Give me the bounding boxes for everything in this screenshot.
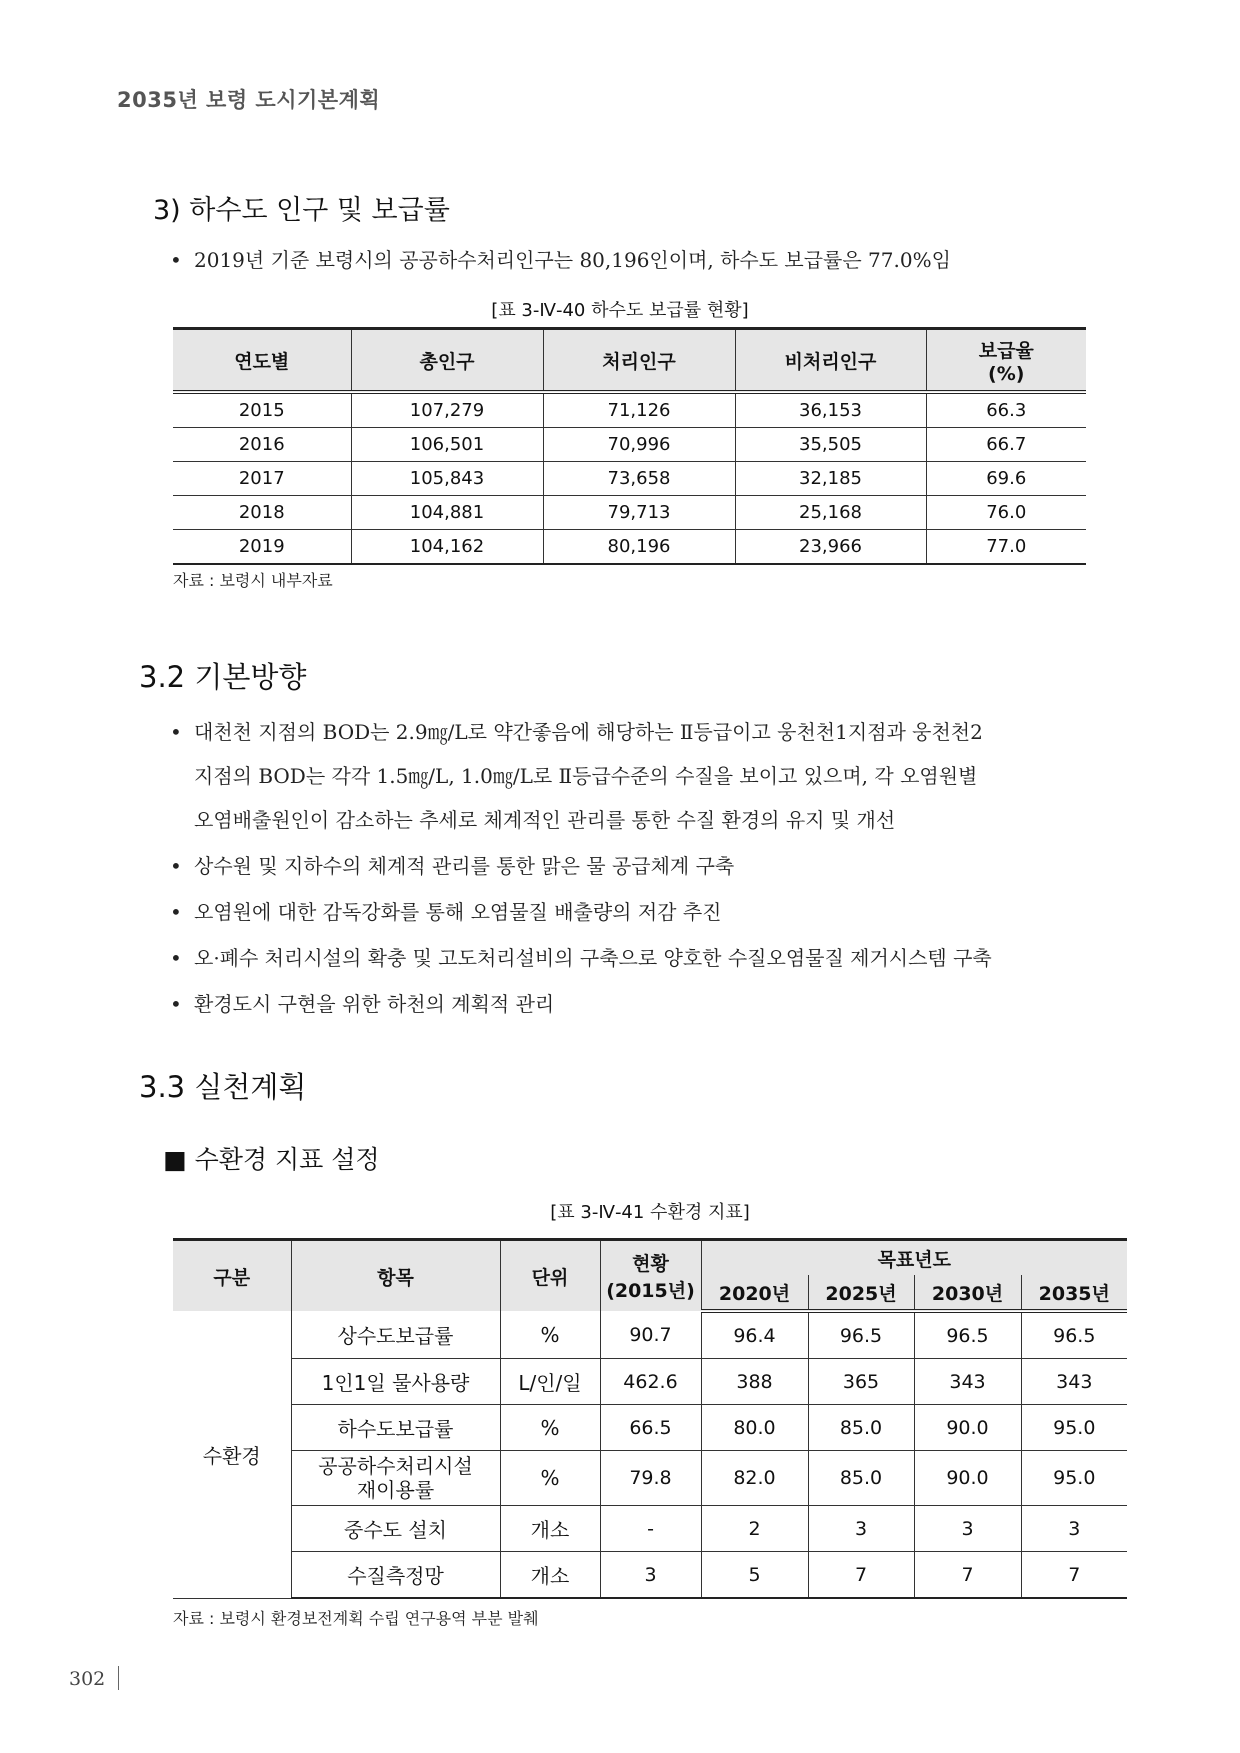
bullet-text: 오염원에 대한 감독강화를 통해 오염물질 배출량의 저감 추진 xyxy=(194,900,722,924)
indicator-value: 7 xyxy=(1021,1552,1127,1599)
indicator-unit: 개소 xyxy=(500,1506,600,1552)
table-row xyxy=(173,392,1086,428)
section-heading-direction: 3.2 기본방향 xyxy=(139,660,307,694)
indicator-value: 66.5 xyxy=(600,1405,701,1451)
table-caption-sewer: [표 3-Ⅳ-40 하수도 보급률 현황] xyxy=(491,300,749,321)
indicator-value: 90.0 xyxy=(914,1451,1021,1506)
indicator-value: 82.0 xyxy=(701,1451,808,1506)
table-cell: 80,196 xyxy=(543,530,735,565)
col-header-total-pop: 총인구 xyxy=(351,329,543,393)
page-number-divider xyxy=(118,1666,119,1690)
bullet-text: 대천천 지점의 BOD는 2.9㎎/L로 약간좋음에 해당하는 Ⅱ등급이고 웅천천1지점과 웅천천2 xyxy=(194,720,983,744)
indicator-unit: % xyxy=(500,1451,600,1506)
indicator-value: 90.0 xyxy=(914,1405,1021,1451)
col-header-year: 연도별 xyxy=(173,329,351,393)
section-heading-sewer: 3) 하수도 인구 및 보급률 xyxy=(153,195,450,226)
col-header-current: 현황 (2015년) xyxy=(600,1240,701,1312)
table-cell: 69.6 xyxy=(926,462,1086,496)
indicator-item: 중수도 설치 xyxy=(291,1506,500,1552)
indicator-unit: L/인/일 xyxy=(500,1359,600,1405)
indicator-value: - xyxy=(600,1506,701,1552)
indicator-value: 343 xyxy=(1021,1359,1127,1405)
indicator-value: 7 xyxy=(914,1552,1021,1599)
table-cell: 105,843 xyxy=(351,462,543,496)
indicator-value: 95.0 xyxy=(1021,1451,1127,1506)
indicator-value: 388 xyxy=(701,1359,808,1405)
table-cell: 79,713 xyxy=(543,496,735,530)
bullet-dot: • xyxy=(170,720,182,744)
table-cell: 77.0 xyxy=(926,530,1086,565)
bullet-text: 환경도시 구현을 위한 하천의 계획적 관리 xyxy=(194,992,555,1016)
table-cell: 104,162 xyxy=(351,530,543,565)
bullet-dot: • xyxy=(170,900,182,924)
indicator-unit: 개소 xyxy=(500,1552,600,1599)
indicator-value: 462.6 xyxy=(600,1359,701,1405)
bullet-text: 상수원 및 지하수의 체계적 관리를 통한 맑은 물 공급체계 구축 xyxy=(194,854,735,878)
direction-bullet xyxy=(170,710,1130,842)
table-cell: 66.7 xyxy=(926,428,1086,462)
indicator-value: 90.7 xyxy=(600,1311,701,1359)
table-cell: 32,185 xyxy=(735,462,926,496)
bullet-dot: • xyxy=(170,992,182,1016)
indicator-item: 1인1일 물사용량 xyxy=(291,1359,500,1405)
sewer-coverage-table xyxy=(173,327,1086,565)
indicator-value: 5 xyxy=(701,1552,808,1599)
indicator-value: 79.8 xyxy=(600,1451,701,1506)
direction-bullet xyxy=(170,982,1130,1026)
col-header-target-years: 목표년도 xyxy=(701,1240,1127,1276)
table-cell: 66.3 xyxy=(926,392,1086,428)
water-indicator-table xyxy=(173,1238,1127,1599)
indicator-item: 상수도보급률 xyxy=(291,1311,500,1359)
indicator-value: 96.5 xyxy=(1021,1311,1127,1359)
table-cell: 2017 xyxy=(173,462,351,496)
indicator-value: 95.0 xyxy=(1021,1405,1127,1451)
indicator-unit: % xyxy=(500,1405,600,1451)
bullet-dot: • xyxy=(170,946,182,970)
table-caption-water: [표 3-Ⅳ-41 수환경 지표] xyxy=(550,1202,750,1223)
col-header-unit: 단위 xyxy=(500,1240,600,1312)
table-row xyxy=(173,530,1086,565)
source-note-sewer: 자료 : 보령시 내부자료 xyxy=(173,571,333,590)
table-cell: 36,153 xyxy=(735,392,926,428)
table-cell: 71,126 xyxy=(543,392,735,428)
indicator-item: 수질측정망 xyxy=(291,1552,500,1599)
bullet-text: 오·폐수 처리시설의 확충 및 고도처리설비의 구축으로 양호한 수질오염물질 제거시스템 구축 xyxy=(194,946,992,970)
col-header-2020: 2020년 xyxy=(701,1275,808,1311)
table-cell: 104,881 xyxy=(351,496,543,530)
direction-bullet xyxy=(170,844,1130,888)
table-row xyxy=(173,1405,1127,1451)
table-cell: 107,279 xyxy=(351,392,543,428)
bullet-dot: • xyxy=(170,248,182,272)
col-header-served-pop: 처리인구 xyxy=(543,329,735,393)
section-heading-plan: 3.3 실천계획 xyxy=(139,1070,307,1104)
bullet-dot: • xyxy=(170,854,182,878)
direction-bullet xyxy=(170,890,1130,934)
col-header-2035: 2035년 xyxy=(1021,1275,1127,1311)
table-row xyxy=(173,1311,1127,1359)
table-cell: 2019 xyxy=(173,530,351,565)
bullet-text: 2019년 기준 보령시의 공공하수처리인구는 80,196인이며, 하수도 보급률은 77.0%임 xyxy=(194,248,951,272)
table-cell: 70,996 xyxy=(543,428,735,462)
table-row xyxy=(173,1451,1127,1506)
indicator-item: 공공하수처리시설 재이용률 xyxy=(291,1451,500,1506)
table-cell: 2018 xyxy=(173,496,351,530)
subheading-water-indicators: ■ 수환경 지표 설정 xyxy=(163,1145,380,1174)
direction-bullet-list xyxy=(170,710,1130,1026)
col-header-2030: 2030년 xyxy=(914,1275,1021,1311)
indicator-item: 하수도보급률 xyxy=(291,1405,500,1451)
col-header-coverage-rate: 보급율 (%) xyxy=(926,329,1086,393)
table-row xyxy=(173,496,1086,530)
indicator-value: 80.0 xyxy=(701,1405,808,1451)
table-cell: 25,168 xyxy=(735,496,926,530)
indicator-value: 365 xyxy=(808,1359,914,1405)
indicator-value: 343 xyxy=(914,1359,1021,1405)
indicator-value: 2 xyxy=(701,1506,808,1552)
table-cell: 35,505 xyxy=(735,428,926,462)
col-header-unserved-pop: 비처리인구 xyxy=(735,329,926,393)
table-cell: 106,501 xyxy=(351,428,543,462)
direction-bullet xyxy=(170,936,1130,980)
bullet-text: 지점의 BOD는 각각 1.5㎎/L, 1.0㎎/L로 Ⅱ등급수준의 수질을 보이고 있으며, 각 오염원별 xyxy=(194,764,978,788)
indicator-value: 3 xyxy=(808,1506,914,1552)
table-row xyxy=(173,1552,1127,1599)
bullet-sewer-summary xyxy=(170,238,951,282)
table-cell: 23,966 xyxy=(735,530,926,565)
page-number: 302 xyxy=(69,1668,106,1690)
table-cell: 76.0 xyxy=(926,496,1086,530)
running-header: 2035년 보령 도시기본계획 xyxy=(117,88,381,112)
col-header-item: 항목 xyxy=(291,1240,500,1312)
table-row xyxy=(173,428,1086,462)
indicator-value: 3 xyxy=(600,1552,701,1599)
col-header-2025: 2025년 xyxy=(808,1275,914,1311)
indicator-value: 96.5 xyxy=(914,1311,1021,1359)
indicator-value: 96.5 xyxy=(808,1311,914,1359)
table-row xyxy=(173,462,1086,496)
indicator-value: 3 xyxy=(914,1506,1021,1552)
indicator-value: 96.4 xyxy=(701,1311,808,1359)
group-label-water: 수환경 xyxy=(173,1311,291,1598)
table-cell: 2016 xyxy=(173,428,351,462)
table-cell: 73,658 xyxy=(543,462,735,496)
indicator-value: 85.0 xyxy=(808,1451,914,1506)
source-note-water: 자료 : 보령시 환경보전계획 수립 연구용역 부분 발췌 xyxy=(173,1609,539,1628)
indicator-unit: % xyxy=(500,1311,600,1359)
table-row xyxy=(173,1359,1127,1405)
table-cell: 2015 xyxy=(173,392,351,428)
indicator-value: 3 xyxy=(1021,1506,1127,1552)
bullet-text: 오염배출원인이 감소하는 추세로 체계적인 관리를 통한 수질 환경의 유지 및 개선 xyxy=(194,808,896,832)
table-row xyxy=(173,1506,1127,1552)
indicator-value: 85.0 xyxy=(808,1405,914,1451)
col-header-category: 구분 xyxy=(173,1240,291,1312)
indicator-value: 7 xyxy=(808,1552,914,1599)
